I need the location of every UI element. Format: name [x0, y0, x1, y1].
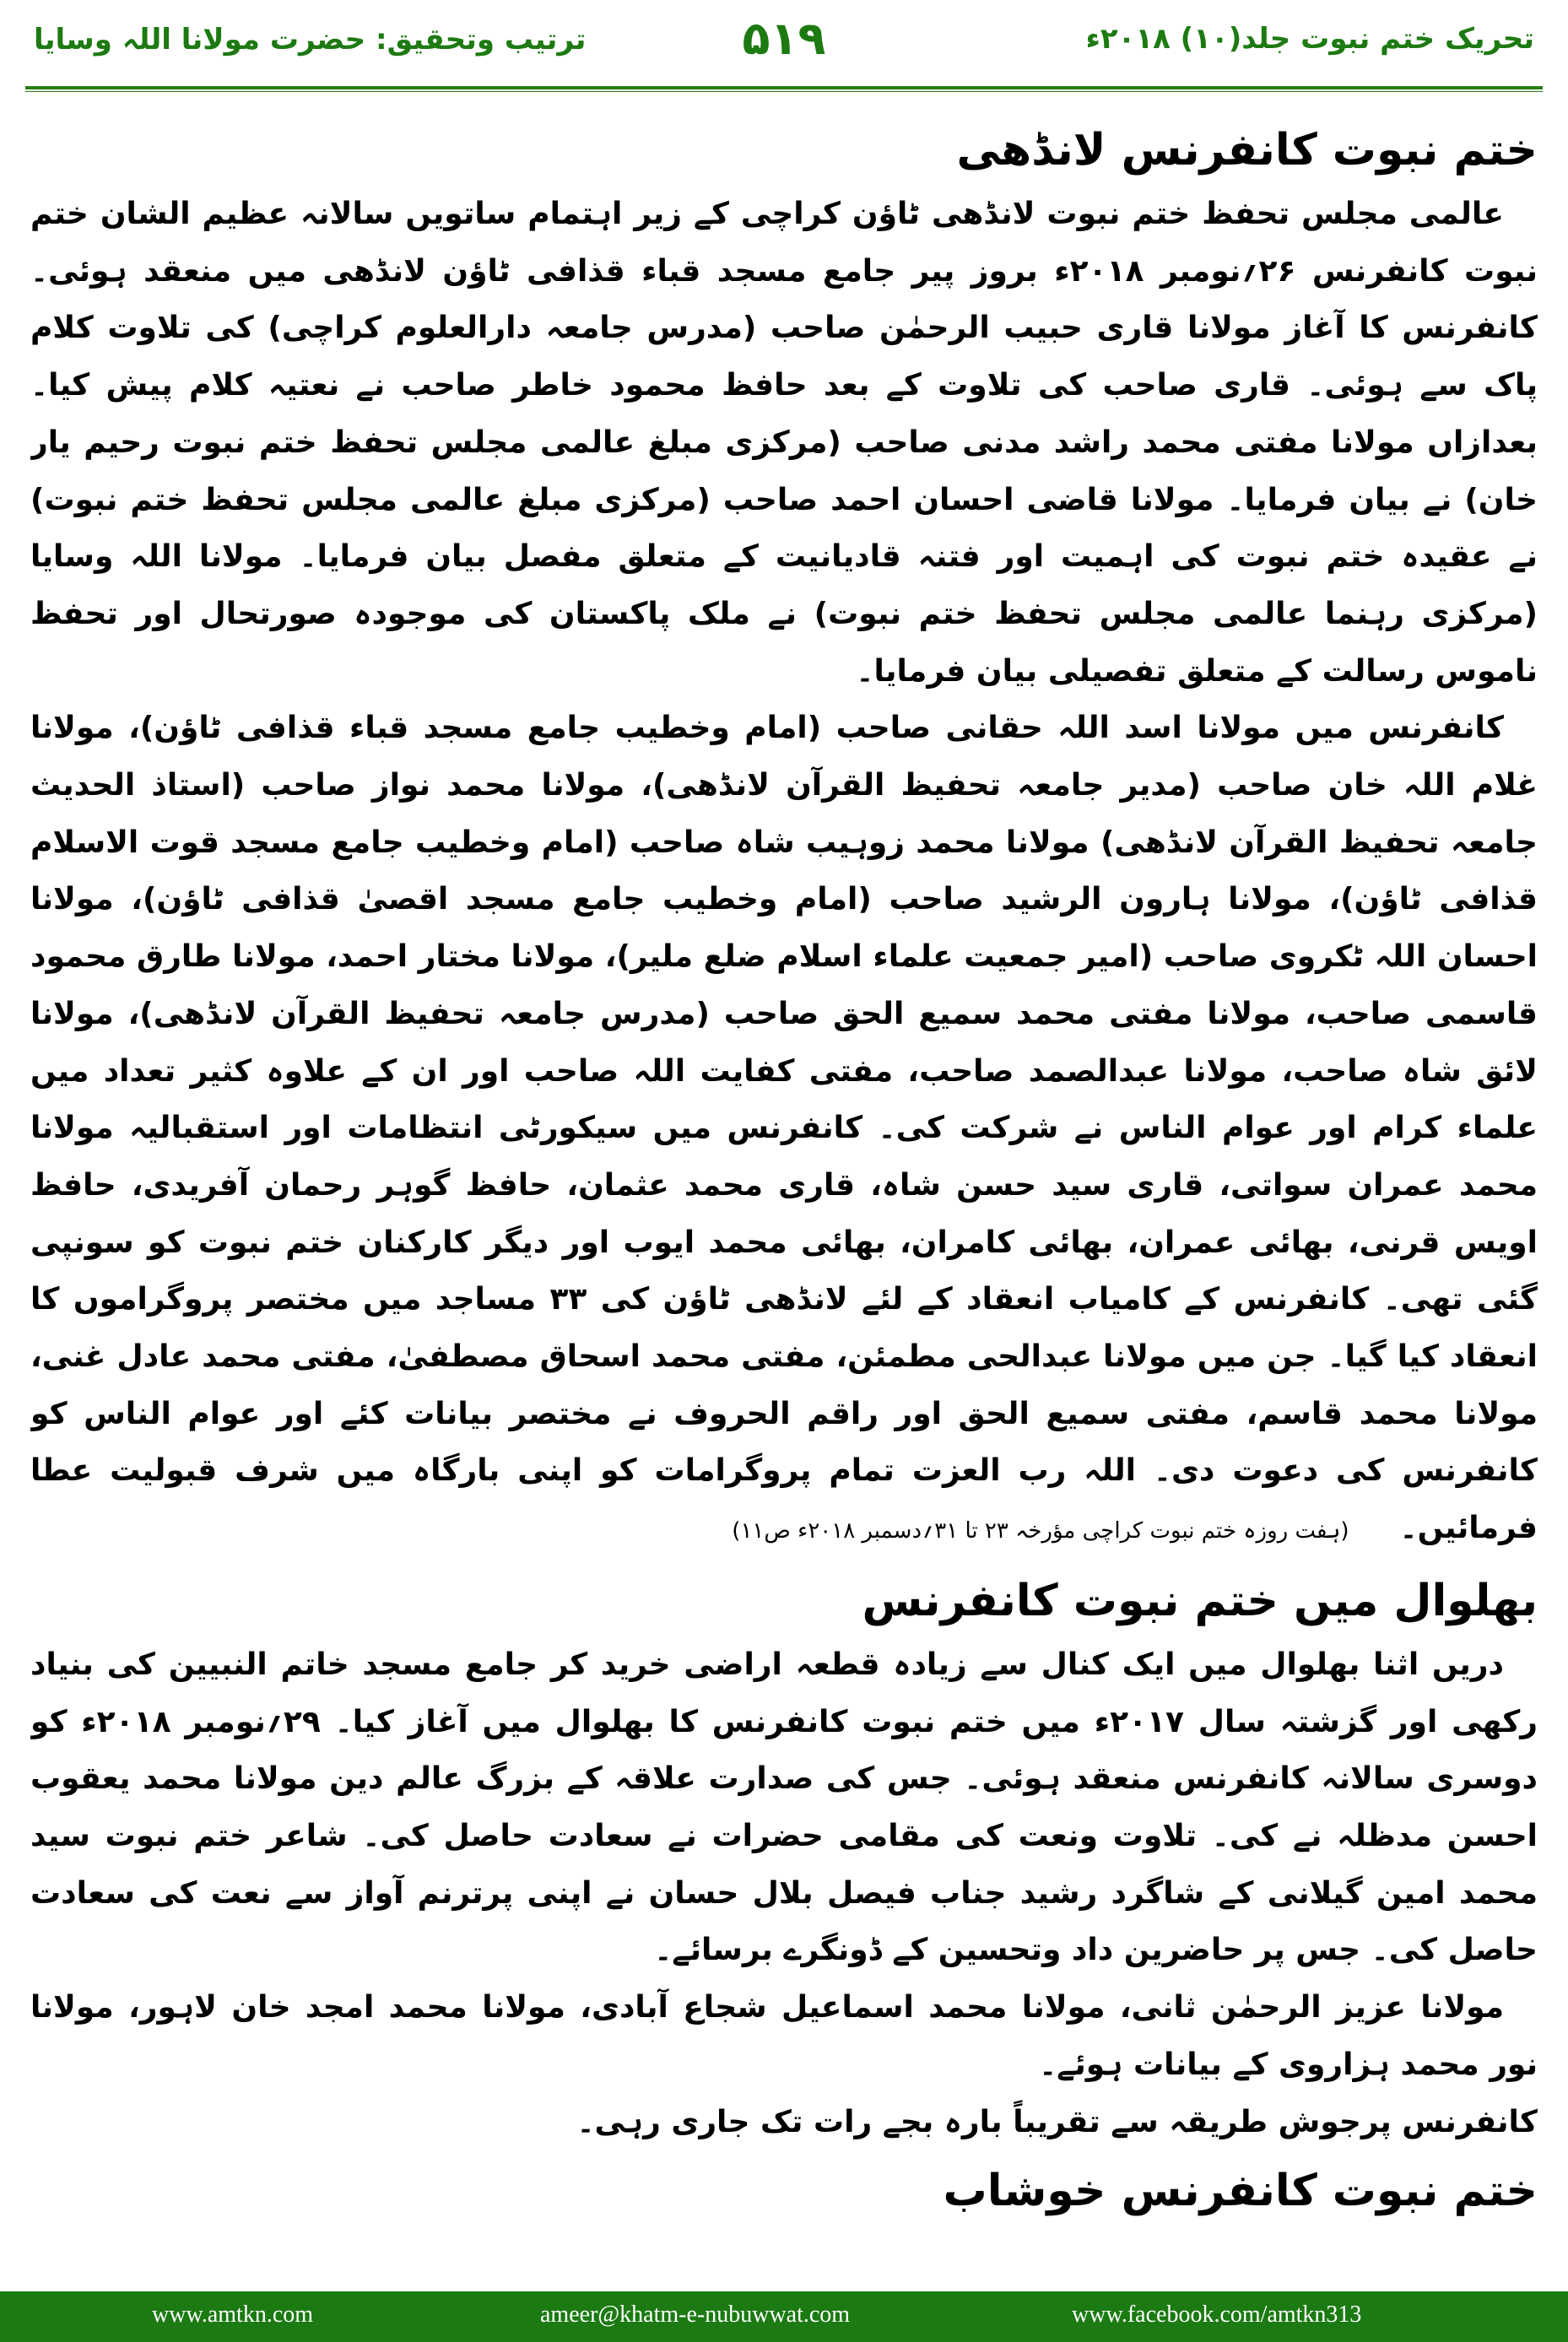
paragraph — [30, 2226, 1538, 2228]
paragraph: مولانا عزیز الرحمٰن ثانی، مولانا محمد اسماعیل شجاع آبادی، مولانا محمد امجد خان لاہور، مولانا نور محمد ہزاروی کے بیانات ہوئے۔ — [30, 1990, 1538, 2082]
header-rule — [25, 86, 1543, 89]
paragraph-text: کانفرنس میں مولانا اسد اللہ حقانی صاحب (امام وخطیب جامع مسجد قباء قذافی ٹاؤن)، مولانا غلام اللہ خان صاحب (مدیر جامعہ تحفیظ القرآن لانڈھی)، مولانا محمد نواز صاحب (استاذ الحدیث جامعہ تحفیظ القرآن لانڈھی) مولانا محمد زوہیب شاہ صاحب (امام وخطیب جامع مسجد قوت الاسلام قذافی ٹاؤن)، مولانا ہارون الرشید صاحب (امام وخطیب جامع مسجد اقصیٰ قذافی ٹاؤن)، مولانا احسان اللہ ٹکروی صاحب (امیر جمعیت علماء اسلام ضلع ملیر)، مولانا مختار احمد، مولانا طارق محمود قاسمی صاحب، مولانا مفتی محمد سمیع الحق صاحب (مدرس جامعہ تحفیظ القرآن لانڈھی)، مولانا لائق شاہ صاحب، مولانا عبدالصمد صاحب، مفتی کفایت اللہ صاحب اور ان کے علاوہ کثیر تعداد میں علماء کرام اور عوام الناس نے شرکت کی۔ کانفرنس میں سیکورٹی انتظامات اور استقبالیہ مولانا محمد عمران سواتی، قاری سید حسن شاہ، قاری محمد عثمان، حافظ گوہر رحمان آفریدی، حافظ اویس قرنی، بھائی عمران، بھائی کامران، بھائی محمد ایوب اور دیگر کارکنان ختم نبوت کو سونپی گئی تھی۔ کانفرنس کے کامیاب انعقاد کے لئے لانڈھی ٹاؤن کی ۳۳ مساجد میں مختصر پروگراموں کا انعقاد کیا گیا۔ جن میں مولانا عبدالحی مطمئن، مفتی محمد اسحاق مصطفیٰ، مفتی محمد عادل غنی، مولانا محمد قاسم، مفتی سمیع الحق اور راقم الحروف نے مختصر بیانات کئے اور عوام الناس کو کانفرنس کی دعوت دی۔ اللہ رب العزت تمام پروگرامات کو اپنی بارگاہ میں شرف قبولیت عطا فرمائیں۔ — [30, 711, 1538, 1546]
paragraph: کانفرنس پرجوش طریقہ سے تقریباً بارہ بجے رات تک جاری رہی۔ — [576, 2104, 1538, 2139]
section-heading-landhi: ختم نبوت کانفرنس لانڈھی — [956, 125, 1538, 176]
header-rule-thin — [25, 91, 1543, 92]
paragraph — [30, 700, 1538, 1560]
compiler-credit: ترتیب وتحقیق: حضرت مولانا اللہ وسایا — [34, 23, 587, 57]
article-body — [30, 110, 1538, 2228]
facebook-link[interactable]: www.facebook.com/amtkn313 — [1072, 2301, 1362, 2328]
page-footer — [0, 2291, 1568, 2342]
section-heading-bhalwal: بھلوال میں ختم نبوت کانفرنس — [862, 1575, 1538, 1626]
email-link[interactable]: ameer@khatm-e-nubuwwat.com — [540, 2301, 851, 2328]
page-number: ۵۱۹ — [742, 12, 826, 65]
citation: (ہفت روزہ ختم نبوت کراچی مؤرخہ ۲۳ تا ۳۱؍دسمبر ۲۰۱۸ء ص۱۱) — [732, 1518, 1349, 1544]
website-link[interactable]: www.amtkn.com — [152, 2301, 314, 2328]
paragraph: عالمی مجلس تحفظ ختم نبوت لانڈھی ٹاؤن کراچی کے زیر اہتمام ساتویں سالانہ عظیم الشان ختم نبوت کانفرنس ۲۶؍نومبر ۲۰۱۸ء بروز پیر جامع مسجد قباء قذافی ٹاؤن لانڈھی میں منعقد ہوئی۔ کانفرنس کا آغاز مولانا قاری حبیب الرحمٰن صاحب (مدرس جامعہ دارالعلوم کراچی) کی تلاوت کلام پاک سے ہوئی۔ قاری صاحب کی تلاوت کے بعد حافظ محمود خاطر صاحب نے نعتیہ کلام پیش کیا۔ بعدازاں مولانا مفتی محمد راشد مدنی صاحب (مرکزی مبلغ عالمی مجلس تحفظ ختم نبوت رحیم یار خان) نے بیان فرمایا۔ مولانا قاضی احسان احمد صاحب (مرکزی مبلغ عالمی مجلس تحفظ ختم نبوت) نے عقیدہ ختم نبوت کی اہمیت اور فتنہ قادیانیت کے متعلق مفصل بیان فرمایا۔ مولانا اللہ وسایا (مرکزی رہنما عالمی مجلس تحفظ ختم نبوت) نے ملک پاکستان کی موجودہ صورتحال اور تحفظ ناموس رسالت کے متعلق تفصیلی بیان فرمایا۔ — [30, 197, 1538, 689]
section-heading-khushab: ختم نبوت کانفرنس خوشاب — [943, 2166, 1538, 2217]
page-header — [0, 0, 1568, 84]
book-title: تحریک ختم نبوت جلد(۱۰) ۲۰۱۸ء — [1085, 22, 1534, 56]
paragraph: دریں اثنا بھلوال میں ایک کنال سے زیادہ قطعہ اراضی خرید کر جامع مسجد خاتم النبیین کی بنیاد رکھی اور گزشتہ سال ۲۰۱۷ء میں ختم نبوت کانفرنس کا بھلوال میں آغاز کیا۔ ۲۹؍نومبر ۲۰۱۸ء کو دوسری سالانہ کانفرنس منعقد ہوئی۔ جس کی صدارت علاقہ کے بزرگ عالم دین مولانا محمد یعقوب احسن مدظلہ نے کی۔ تلاوت ونعت کی مقامی حضرات نے سعادت حاصل کی۔ شاعر ختم نبوت سید محمد امین گیلانی کے شاگرد رشید جناب فیصل بلال حسان نے اپنی پرترنم آواز سے نعت کی سعادت حاصل کی۔ جس پر حاضرین داد وتحسین کے ڈونگرے برسائے۔ — [30, 1647, 1538, 1968]
